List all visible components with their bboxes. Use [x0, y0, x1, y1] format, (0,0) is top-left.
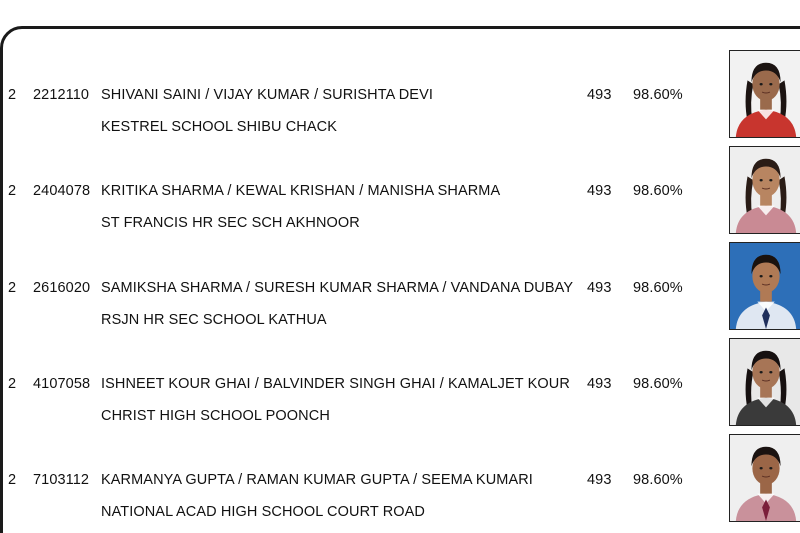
list-item: [0, 471, 800, 533]
candidate-names: KRITIKA SHARMA / KEWAL KRISHAN / MANISHA SHARMA: [101, 183, 501, 199]
school-name: KESTREL SCHOOL SHIBU CHACK: [101, 119, 337, 135]
list-item: [0, 182, 800, 272]
marks-value: 493: [587, 472, 612, 488]
rank-value: 2: [8, 376, 17, 392]
rank-value: 2: [8, 87, 17, 103]
percentage-value: 98.60%: [633, 472, 683, 488]
percentage-value: 98.60%: [633, 280, 683, 296]
roll-number: 2404078: [33, 183, 91, 199]
roll-number: 2212110: [33, 87, 90, 103]
student-photo: [729, 242, 800, 330]
rank-value: 2: [8, 280, 17, 296]
student-photo: [729, 146, 800, 234]
candidate-names: SHIVANI SAINI / VIJAY KUMAR / SURISHTA DEVI: [101, 87, 433, 103]
rank-value: 2: [8, 183, 17, 199]
roll-number: 4107058: [33, 376, 91, 392]
school-name: NATIONAL ACAD HIGH SCHOOL COURT ROAD: [101, 504, 425, 520]
candidate-names: SAMIKSHA SHARMA / SURESH KUMAR SHARMA / VANDANA DUBAY: [101, 280, 574, 296]
roll-number: 7103112: [33, 472, 90, 488]
school-name: ST FRANCIS HR SEC SCH AKHNOOR: [101, 215, 360, 231]
school-name: RSJN HR SEC SCHOOL KATHUA: [101, 312, 327, 328]
candidate-names: KARMANYA GUPTA / RAMAN KUMAR GUPTA / SEEMA KUMARI: [101, 472, 533, 488]
list-item: [0, 86, 800, 176]
percentage-value: 98.60%: [633, 376, 683, 392]
marks-value: 493: [587, 280, 612, 296]
marks-value: 493: [587, 87, 612, 103]
marks-value: 493: [587, 183, 612, 199]
student-photo: [729, 50, 800, 138]
percentage-value: 98.60%: [633, 87, 683, 103]
rank-value: 2: [8, 472, 17, 488]
student-photo: [729, 434, 800, 522]
roll-number: 2616020: [33, 280, 91, 296]
marks-value: 493: [587, 376, 612, 392]
candidate-names: ISHNEET KOUR GHAI / BALVINDER SINGH GHAI / KAMALJET KOUR: [101, 376, 570, 392]
list-item: [0, 279, 800, 369]
percentage-value: 98.60%: [633, 183, 683, 199]
school-name: CHRIST HIGH SCHOOL POONCH: [101, 408, 330, 424]
list-item: [0, 375, 800, 465]
student-photo: [729, 338, 800, 426]
